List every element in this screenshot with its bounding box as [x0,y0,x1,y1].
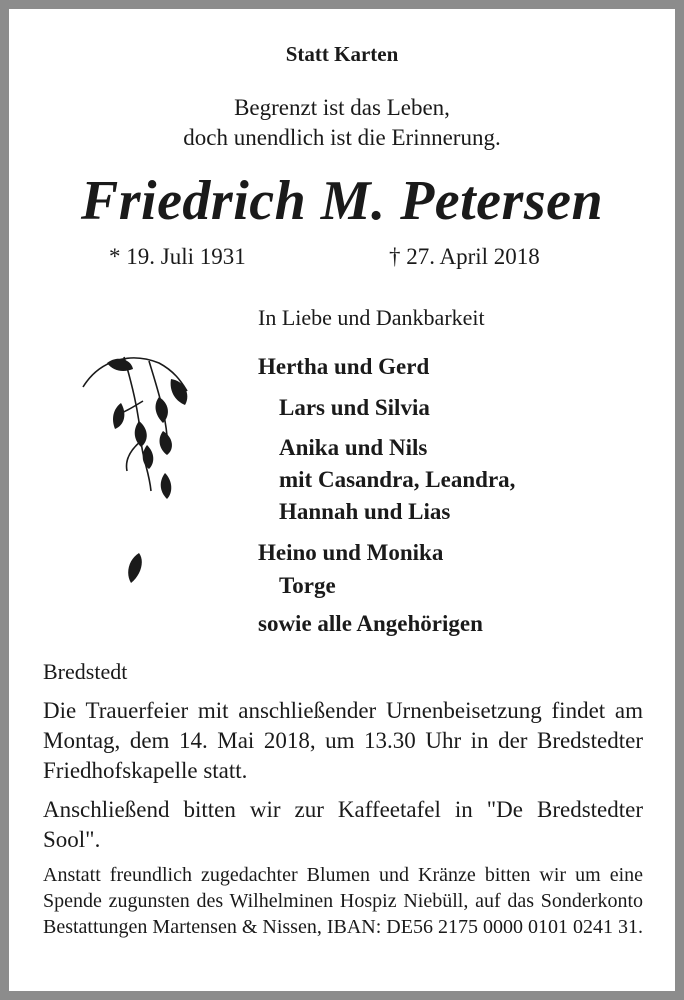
quote-line: Begrenzt ist das Leben, [234,95,450,120]
mourner-line: Torge [279,573,336,598]
mourner-line: Hannah und Lias [279,499,451,524]
mourner-line: mit Casandra, Leandra, [279,467,516,492]
death-date: † 27. April 2018 [389,244,540,269]
mourners-intro: In Liebe und Dankbarkeit [258,305,485,330]
mourner-line: sowie alle Angehörigen [258,611,483,636]
mourner-line: Lars und Silvia [279,395,430,420]
quote [9,93,675,153]
mourner-line: Anika und Nils [279,435,428,460]
birch-twig-icon [69,341,199,601]
birth-date: * 19. Juli 1931 [109,244,246,269]
location-text: Bredstedt [43,659,128,684]
header-text: Statt Karten [285,42,399,66]
donation-note: Anstatt freundlich zugedachter Blumen und Kränze bitten wir um eine Spende zugunsten des Wilhelminen Hospiz Niebüll, auf das Sonderkonto Bestattungen Martensen & Nissen, IBAN: DE56 2175 0000 0101 0241 31. [43,864,643,938]
mourner-line: Hertha und Gerd [258,354,430,379]
ceremony-paragraph: Die Trauerfeier mit anschließender Urnenbeisetzung findet am Montag, dem 14. Mai 2018, um 13.30 Uhr in der Bredstedter Friedhofskapelle statt. [43,698,643,783]
mourner-line: Heino und Monika [258,540,444,565]
quote-line: doch unendlich ist die Erinnerung. [183,125,501,150]
deceased-name: Friedrich M. Petersen [80,170,604,232]
reception-paragraph: Anschließend bitten wir zur Kaffeetafel in "De Bredstedter Sool". [43,797,643,852]
